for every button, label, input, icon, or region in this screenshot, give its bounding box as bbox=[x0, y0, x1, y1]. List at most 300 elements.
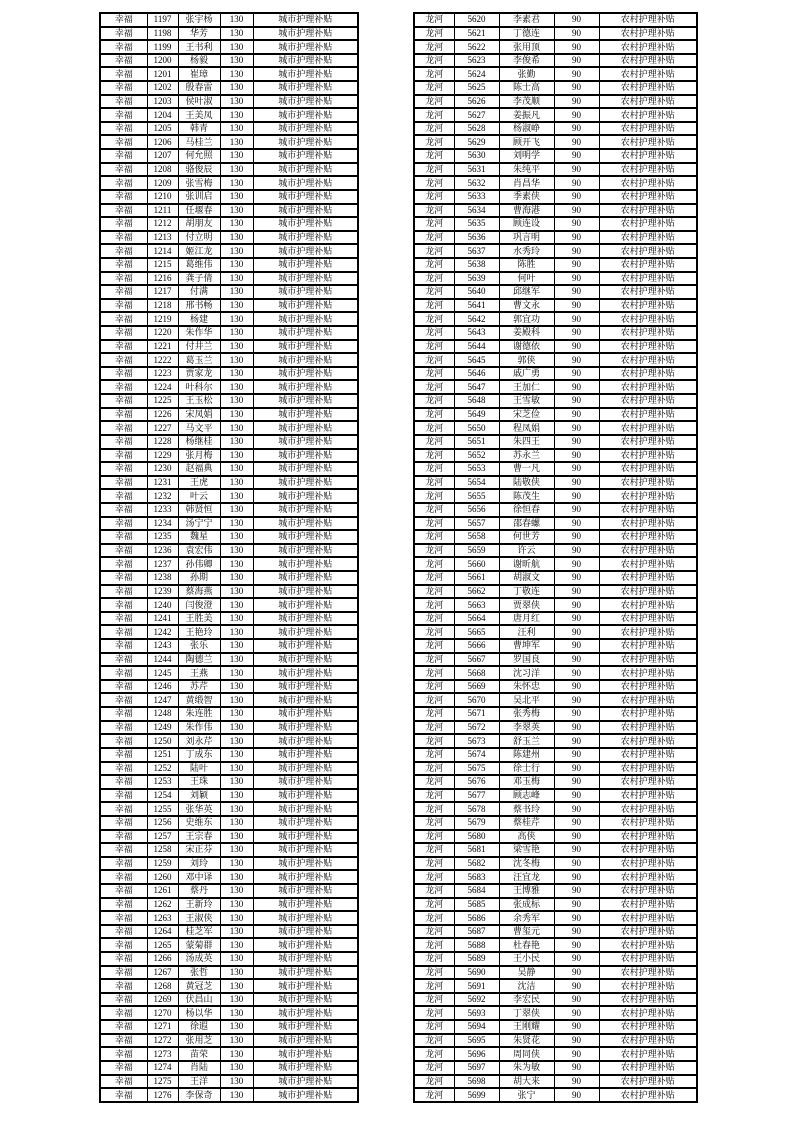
serial-cell: 5671 bbox=[454, 707, 499, 721]
subsidy-type-cell: 城市护理补贴 bbox=[253, 721, 358, 735]
name-cell: 吴北平 bbox=[499, 693, 554, 707]
subsidy-type-cell: 城市护理补贴 bbox=[253, 272, 358, 286]
subsidy-type-cell: 农村护理补贴 bbox=[599, 653, 697, 667]
table-row bbox=[100, 149, 358, 163]
table-row bbox=[414, 789, 697, 803]
district-cell: 龙河 bbox=[414, 966, 454, 980]
amount-cell: 130 bbox=[220, 911, 253, 925]
district-cell: 幸福 bbox=[100, 993, 147, 1007]
subsidy-type-cell: 农村护理补贴 bbox=[599, 802, 697, 816]
subsidy-type-cell: 城市护理补贴 bbox=[253, 544, 358, 558]
table-row bbox=[414, 802, 697, 816]
name-cell: 张雪梅 bbox=[178, 176, 220, 190]
amount-cell: 90 bbox=[554, 13, 599, 27]
subsidy-type-cell: 农村护理补贴 bbox=[599, 557, 697, 571]
name-cell: 姜殿科 bbox=[499, 326, 554, 340]
table-row bbox=[100, 1061, 358, 1075]
subsidy-type-cell: 城市护理补贴 bbox=[253, 612, 358, 626]
subsidy-type-cell: 城市护理补贴 bbox=[253, 13, 358, 27]
serial-cell: 5637 bbox=[454, 244, 499, 258]
name-cell: 沈习洋 bbox=[499, 666, 554, 680]
subsidy-type-cell: 城市护理补贴 bbox=[253, 693, 358, 707]
table-row bbox=[414, 952, 697, 966]
name-cell: 朱作伟 bbox=[178, 721, 220, 735]
district-cell: 幸福 bbox=[100, 380, 147, 394]
subsidy-type-cell: 农村护理补贴 bbox=[599, 244, 697, 258]
amount-cell: 90 bbox=[554, 244, 599, 258]
district-cell: 龙河 bbox=[414, 639, 454, 653]
name-cell: 曹文永 bbox=[499, 299, 554, 313]
table-row bbox=[100, 870, 358, 884]
table-row bbox=[414, 40, 697, 54]
serial-cell: 5676 bbox=[454, 775, 499, 789]
name-cell: 骆俊辰 bbox=[178, 163, 220, 177]
table-row bbox=[414, 680, 697, 694]
serial-cell: 1222 bbox=[147, 353, 178, 367]
serial-cell: 5644 bbox=[454, 340, 499, 354]
subsidy-type-cell: 城市护理补贴 bbox=[253, 149, 358, 163]
subsidy-type-cell: 农村护理补贴 bbox=[599, 449, 697, 463]
subsidy-type-cell: 城市护理补贴 bbox=[253, 979, 358, 993]
table-row bbox=[100, 394, 358, 408]
serial-cell: 5634 bbox=[454, 204, 499, 218]
name-cell: 叶云 bbox=[178, 489, 220, 503]
name-cell: 徐遐 bbox=[178, 1020, 220, 1034]
name-cell: 苗荣 bbox=[178, 1047, 220, 1061]
name-cell: 袁宏伟 bbox=[178, 544, 220, 558]
name-cell: 胡朋友 bbox=[178, 217, 220, 231]
table-row bbox=[414, 326, 697, 340]
subsidy-type-cell: 农村护理补贴 bbox=[599, 95, 697, 109]
table-row bbox=[100, 830, 358, 844]
district-cell: 幸福 bbox=[100, 693, 147, 707]
name-cell: 罗国良 bbox=[499, 653, 554, 667]
amount-cell: 90 bbox=[554, 802, 599, 816]
table-row bbox=[100, 40, 358, 54]
name-cell: 宋芝俭 bbox=[499, 408, 554, 422]
subsidy-type-cell: 农村护理补贴 bbox=[599, 380, 697, 394]
amount-cell: 90 bbox=[554, 380, 599, 394]
table-row bbox=[100, 54, 358, 68]
serial-cell: 5679 bbox=[454, 816, 499, 830]
serial-cell: 1236 bbox=[147, 544, 178, 558]
name-cell: 葛玉兰 bbox=[178, 353, 220, 367]
district-cell: 龙河 bbox=[414, 843, 454, 857]
table-row bbox=[100, 421, 358, 435]
district-cell: 龙河 bbox=[414, 721, 454, 735]
amount-cell: 130 bbox=[220, 312, 253, 326]
name-cell: 李茂顺 bbox=[499, 95, 554, 109]
table-body-left bbox=[100, 13, 358, 1102]
amount-cell: 90 bbox=[554, 1034, 599, 1048]
district-cell: 幸福 bbox=[100, 571, 147, 585]
district-cell: 龙河 bbox=[414, 258, 454, 272]
serial-cell: 1270 bbox=[147, 1006, 178, 1020]
serial-cell: 1267 bbox=[147, 966, 178, 980]
subsidy-type-cell: 城市护理补贴 bbox=[253, 1034, 358, 1048]
serial-cell: 1238 bbox=[147, 571, 178, 585]
table-row bbox=[100, 966, 358, 980]
serial-cell: 5638 bbox=[454, 258, 499, 272]
table-row bbox=[100, 476, 358, 490]
serial-cell: 1209 bbox=[147, 176, 178, 190]
name-cell: 王艳玲 bbox=[178, 625, 220, 639]
district-cell: 幸福 bbox=[100, 748, 147, 762]
district-cell: 幸福 bbox=[100, 857, 147, 871]
table-row bbox=[414, 721, 697, 735]
name-cell: 朱怀忠 bbox=[499, 680, 554, 694]
table-body-right bbox=[414, 13, 697, 1102]
amount-cell: 90 bbox=[554, 312, 599, 326]
name-cell: 王新玲 bbox=[178, 898, 220, 912]
district-cell: 龙河 bbox=[414, 27, 454, 41]
amount-cell: 90 bbox=[554, 40, 599, 54]
table-row bbox=[414, 394, 697, 408]
serial-cell: 1199 bbox=[147, 40, 178, 54]
serial-cell: 5627 bbox=[454, 108, 499, 122]
subsidy-type-cell: 城市护理补贴 bbox=[253, 95, 358, 109]
district-cell: 龙河 bbox=[414, 462, 454, 476]
amount-cell: 130 bbox=[220, 707, 253, 721]
serial-cell: 1266 bbox=[147, 952, 178, 966]
district-cell: 龙河 bbox=[414, 67, 454, 81]
district-cell: 龙河 bbox=[414, 190, 454, 204]
subsidy-type-cell: 农村护理补贴 bbox=[599, 857, 697, 871]
name-cell: 闫俊澄 bbox=[178, 598, 220, 612]
subsidy-type-cell: 城市护理补贴 bbox=[253, 353, 358, 367]
name-cell: 顾连设 bbox=[499, 217, 554, 231]
district-cell: 龙河 bbox=[414, 884, 454, 898]
table-row bbox=[414, 843, 697, 857]
amount-cell: 130 bbox=[220, 1061, 253, 1075]
table-row bbox=[414, 163, 697, 177]
table-row bbox=[414, 870, 697, 884]
table-row bbox=[100, 1075, 358, 1089]
serial-cell: 5663 bbox=[454, 598, 499, 612]
name-cell: 巩言明 bbox=[499, 231, 554, 245]
name-cell: 张宇杨 bbox=[178, 13, 220, 27]
subsidy-type-cell: 农村护理补贴 bbox=[599, 408, 697, 422]
district-cell: 龙河 bbox=[414, 1061, 454, 1075]
table-row bbox=[414, 231, 697, 245]
subsidy-type-cell: 城市护理补贴 bbox=[253, 748, 358, 762]
table-row bbox=[414, 299, 697, 313]
subsidy-type-cell: 农村护理补贴 bbox=[599, 367, 697, 381]
name-cell: 杨建 bbox=[178, 312, 220, 326]
subsidy-table-right bbox=[413, 12, 698, 1103]
amount-cell: 90 bbox=[554, 843, 599, 857]
table-row bbox=[414, 353, 697, 367]
name-cell: 曹玺元 bbox=[499, 925, 554, 939]
amount-cell: 90 bbox=[554, 81, 599, 95]
table-row bbox=[100, 312, 358, 326]
amount-cell: 90 bbox=[554, 585, 599, 599]
serial-cell: 1221 bbox=[147, 340, 178, 354]
serial-cell: 1245 bbox=[147, 666, 178, 680]
district-cell: 龙河 bbox=[414, 870, 454, 884]
serial-cell: 5643 bbox=[454, 326, 499, 340]
name-cell: 张乐 bbox=[178, 639, 220, 653]
district-cell: 龙河 bbox=[414, 299, 454, 313]
table-row bbox=[414, 1061, 697, 1075]
amount-cell: 130 bbox=[220, 299, 253, 313]
district-cell: 龙河 bbox=[414, 353, 454, 367]
district-cell: 幸福 bbox=[100, 13, 147, 27]
name-cell: 王书利 bbox=[178, 40, 220, 54]
serial-cell: 5673 bbox=[454, 734, 499, 748]
table-row bbox=[414, 653, 697, 667]
amount-cell: 90 bbox=[554, 367, 599, 381]
table-row bbox=[100, 1034, 358, 1048]
district-cell: 龙河 bbox=[414, 1020, 454, 1034]
serial-cell: 1240 bbox=[147, 598, 178, 612]
table-row bbox=[100, 734, 358, 748]
name-cell: 蔡书玲 bbox=[499, 802, 554, 816]
district-cell: 龙河 bbox=[414, 1006, 454, 1020]
subsidy-type-cell: 城市护理补贴 bbox=[253, 585, 358, 599]
name-cell: 戚广勇 bbox=[499, 367, 554, 381]
district-cell: 幸福 bbox=[100, 285, 147, 299]
subsidy-type-cell: 城市护理补贴 bbox=[253, 285, 358, 299]
name-cell: 李俊希 bbox=[499, 54, 554, 68]
table-row bbox=[414, 857, 697, 871]
serial-cell: 5686 bbox=[454, 911, 499, 925]
amount-cell: 90 bbox=[554, 435, 599, 449]
name-cell: 张秀梅 bbox=[499, 707, 554, 721]
table-row bbox=[100, 571, 358, 585]
subsidy-type-cell: 城市护理补贴 bbox=[253, 911, 358, 925]
serial-cell: 1226 bbox=[147, 408, 178, 422]
district-cell: 幸福 bbox=[100, 95, 147, 109]
subsidy-type-cell: 城市护理补贴 bbox=[253, 666, 358, 680]
amount-cell: 130 bbox=[220, 13, 253, 27]
table-row bbox=[414, 666, 697, 680]
serial-cell: 5642 bbox=[454, 312, 499, 326]
name-cell: 付井兰 bbox=[178, 340, 220, 354]
table-row bbox=[414, 108, 697, 122]
district-cell: 幸福 bbox=[100, 163, 147, 177]
subsidy-type-cell: 农村护理补贴 bbox=[599, 54, 697, 68]
serial-cell: 5647 bbox=[454, 380, 499, 394]
table-row bbox=[100, 163, 358, 177]
serial-cell: 5697 bbox=[454, 1061, 499, 1075]
table-row bbox=[414, 598, 697, 612]
table-row bbox=[414, 476, 697, 490]
subsidy-type-cell: 城市护理补贴 bbox=[253, 707, 358, 721]
name-cell: 苏芹 bbox=[178, 680, 220, 694]
subsidy-type-cell: 农村护理补贴 bbox=[599, 285, 697, 299]
subsidy-type-cell: 农村护理补贴 bbox=[599, 217, 697, 231]
amount-cell: 130 bbox=[220, 762, 253, 776]
name-cell: 陆敬侠 bbox=[499, 476, 554, 490]
name-cell: 朱贤花 bbox=[499, 1034, 554, 1048]
subsidy-type-cell: 城市护理补贴 bbox=[253, 993, 358, 1007]
table-row bbox=[414, 380, 697, 394]
table-row bbox=[414, 898, 697, 912]
serial-cell: 5653 bbox=[454, 462, 499, 476]
serial-cell: 1259 bbox=[147, 857, 178, 871]
subsidy-type-cell: 农村护理补贴 bbox=[599, 816, 697, 830]
district-cell: 龙河 bbox=[414, 81, 454, 95]
subsidy-type-cell: 城市护理补贴 bbox=[253, 517, 358, 531]
subsidy-type-cell: 农村护理补贴 bbox=[599, 272, 697, 286]
table-row bbox=[414, 1020, 697, 1034]
table-row bbox=[414, 27, 697, 41]
serial-cell: 5685 bbox=[454, 898, 499, 912]
name-cell: 黄缎智 bbox=[178, 693, 220, 707]
district-cell: 龙河 bbox=[414, 530, 454, 544]
subsidy-type-cell: 城市护理补贴 bbox=[253, 816, 358, 830]
amount-cell: 130 bbox=[220, 789, 253, 803]
district-cell: 幸福 bbox=[100, 802, 147, 816]
name-cell: 朱作华 bbox=[178, 326, 220, 340]
district-cell: 龙河 bbox=[414, 762, 454, 776]
name-cell: 曹坤军 bbox=[499, 639, 554, 653]
name-cell: 高侠 bbox=[499, 830, 554, 844]
district-cell: 幸福 bbox=[100, 204, 147, 218]
subsidy-type-cell: 城市护理补贴 bbox=[253, 952, 358, 966]
subsidy-type-cell: 农村护理补贴 bbox=[599, 748, 697, 762]
district-cell: 龙河 bbox=[414, 517, 454, 531]
subsidy-type-cell: 城市护理补贴 bbox=[253, 857, 358, 871]
subsidy-type-cell: 城市护理补贴 bbox=[253, 789, 358, 803]
name-cell: 丁成东 bbox=[178, 748, 220, 762]
name-cell: 王小民 bbox=[499, 952, 554, 966]
amount-cell: 90 bbox=[554, 870, 599, 884]
table-row bbox=[414, 625, 697, 639]
subsidy-type-cell: 农村护理补贴 bbox=[599, 81, 697, 95]
district-cell: 龙河 bbox=[414, 707, 454, 721]
name-cell: 王加仁 bbox=[499, 380, 554, 394]
table-row bbox=[100, 843, 358, 857]
name-cell: 叶科尔 bbox=[178, 380, 220, 394]
name-cell: 葛维伟 bbox=[178, 258, 220, 272]
name-cell: 杨以华 bbox=[178, 1006, 220, 1020]
amount-cell: 130 bbox=[220, 612, 253, 626]
subsidy-type-cell: 城市护理补贴 bbox=[253, 898, 358, 912]
subsidy-type-cell: 农村护理补贴 bbox=[599, 176, 697, 190]
name-cell: 李翠英 bbox=[499, 721, 554, 735]
subsidy-type-cell: 农村护理补贴 bbox=[599, 503, 697, 517]
district-cell: 龙河 bbox=[414, 217, 454, 231]
district-cell: 龙河 bbox=[414, 557, 454, 571]
subsidy-type-cell: 农村护理补贴 bbox=[599, 925, 697, 939]
subsidy-type-cell: 农村护理补贴 bbox=[599, 625, 697, 639]
amount-cell: 130 bbox=[220, 135, 253, 149]
amount-cell: 90 bbox=[554, 394, 599, 408]
subsidy-type-cell: 城市护理补贴 bbox=[253, 1006, 358, 1020]
district-cell: 龙河 bbox=[414, 748, 454, 762]
amount-cell: 130 bbox=[220, 1020, 253, 1034]
subsidy-type-cell: 城市护理补贴 bbox=[253, 435, 358, 449]
amount-cell: 130 bbox=[220, 898, 253, 912]
subsidy-type-cell: 农村护理补贴 bbox=[599, 299, 697, 313]
serial-cell: 1262 bbox=[147, 898, 178, 912]
amount-cell: 90 bbox=[554, 503, 599, 517]
serial-cell: 5640 bbox=[454, 285, 499, 299]
serial-cell: 5629 bbox=[454, 135, 499, 149]
table-row bbox=[100, 925, 358, 939]
subsidy-type-cell: 农村护理补贴 bbox=[599, 1088, 697, 1102]
table-row bbox=[100, 598, 358, 612]
serial-cell: 5628 bbox=[454, 122, 499, 136]
name-cell: 张华英 bbox=[178, 802, 220, 816]
subsidy-type-cell: 城市护理补贴 bbox=[253, 884, 358, 898]
serial-cell: 1210 bbox=[147, 190, 178, 204]
district-cell: 龙河 bbox=[414, 244, 454, 258]
name-cell: 张宁 bbox=[499, 1088, 554, 1102]
serial-cell: 5678 bbox=[454, 802, 499, 816]
serial-cell: 5683 bbox=[454, 870, 499, 884]
amount-cell: 130 bbox=[220, 1047, 253, 1061]
table-row bbox=[414, 449, 697, 463]
district-cell: 龙河 bbox=[414, 802, 454, 816]
name-cell: 余秀军 bbox=[499, 911, 554, 925]
serial-cell: 5669 bbox=[454, 680, 499, 694]
amount-cell: 90 bbox=[554, 952, 599, 966]
table-row bbox=[414, 612, 697, 626]
subsidy-type-cell: 农村护理补贴 bbox=[599, 258, 697, 272]
district-cell: 幸福 bbox=[100, 135, 147, 149]
serial-cell: 5689 bbox=[454, 952, 499, 966]
amount-cell: 90 bbox=[554, 353, 599, 367]
serial-cell: 5684 bbox=[454, 884, 499, 898]
subsidy-type-cell: 农村护理补贴 bbox=[599, 721, 697, 735]
name-cell: 张用顶 bbox=[499, 40, 554, 54]
name-cell: 陶德兰 bbox=[178, 653, 220, 667]
table-row bbox=[100, 122, 358, 136]
subsidy-type-cell: 城市护理补贴 bbox=[253, 1061, 358, 1075]
subsidy-type-cell: 城市护理补贴 bbox=[253, 54, 358, 68]
district-cell: 龙河 bbox=[414, 367, 454, 381]
serial-cell: 1211 bbox=[147, 204, 178, 218]
subsidy-type-cell: 农村护理补贴 bbox=[599, 135, 697, 149]
amount-cell: 130 bbox=[220, 67, 253, 81]
district-cell: 幸福 bbox=[100, 762, 147, 776]
serial-cell: 1265 bbox=[147, 938, 178, 952]
table-row bbox=[100, 898, 358, 912]
serial-cell: 1207 bbox=[147, 149, 178, 163]
table-row bbox=[100, 353, 358, 367]
district-cell: 幸福 bbox=[100, 54, 147, 68]
name-cell: 宋正芬 bbox=[178, 843, 220, 857]
table-row bbox=[414, 762, 697, 776]
amount-cell: 90 bbox=[554, 911, 599, 925]
district-cell: 幸福 bbox=[100, 449, 147, 463]
serial-cell: 1235 bbox=[147, 530, 178, 544]
district-cell: 龙河 bbox=[414, 625, 454, 639]
amount-cell: 130 bbox=[220, 571, 253, 585]
amount-cell: 90 bbox=[554, 530, 599, 544]
serial-cell: 1225 bbox=[147, 394, 178, 408]
district-cell: 幸福 bbox=[100, 340, 147, 354]
subsidy-type-cell: 城市护理补贴 bbox=[253, 653, 358, 667]
amount-cell: 130 bbox=[220, 625, 253, 639]
amount-cell: 130 bbox=[220, 285, 253, 299]
district-cell: 幸福 bbox=[100, 394, 147, 408]
amount-cell: 90 bbox=[554, 340, 599, 354]
subsidy-type-cell: 城市护理补贴 bbox=[253, 598, 358, 612]
table-row bbox=[100, 27, 358, 41]
name-cell: 许云 bbox=[499, 544, 554, 558]
district-cell: 幸福 bbox=[100, 27, 147, 41]
subsidy-type-cell: 城市护理补贴 bbox=[253, 258, 358, 272]
amount-cell: 90 bbox=[554, 762, 599, 776]
serial-cell: 5692 bbox=[454, 993, 499, 1007]
subsidy-type-cell: 农村护理补贴 bbox=[599, 775, 697, 789]
subsidy-type-cell: 城市护理补贴 bbox=[253, 503, 358, 517]
table-row bbox=[100, 108, 358, 122]
